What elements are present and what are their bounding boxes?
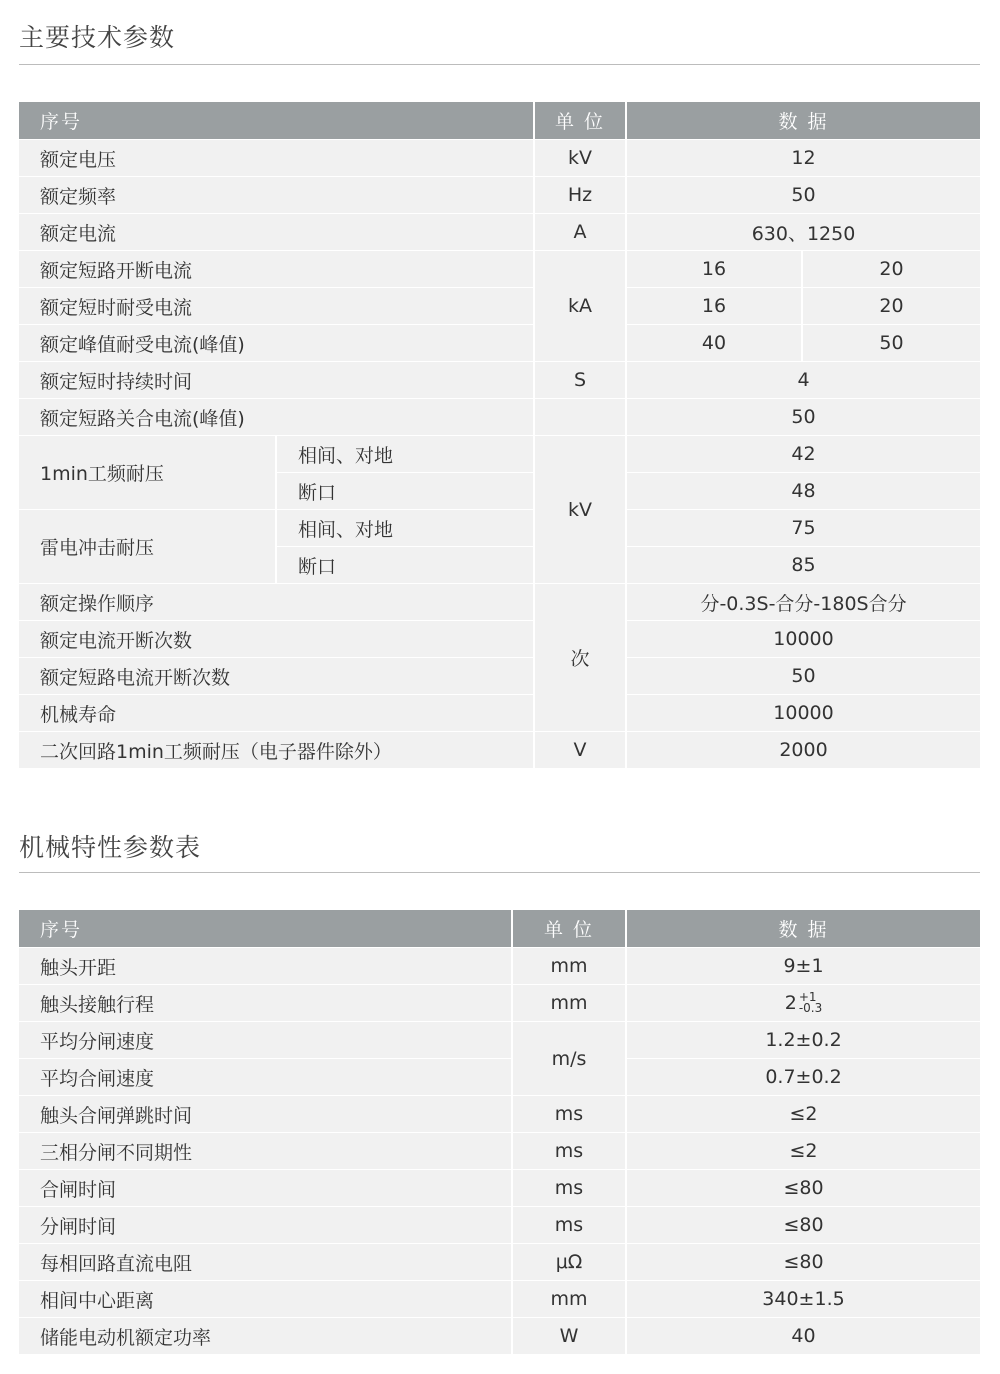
param-name: 额定峰值耐受电流(峰值) [19, 325, 534, 362]
param-name: 额定操作顺序 [19, 584, 534, 621]
param-value: 50 [626, 658, 980, 695]
param-value-with-tolerance [626, 985, 980, 1022]
table-row [19, 1318, 980, 1355]
header-item: 序号 [19, 102, 534, 140]
table-row [19, 1281, 980, 1318]
param-unit: S [534, 362, 626, 399]
param-value: ≤2 [626, 1133, 980, 1170]
param-value: 9±1 [626, 948, 980, 985]
param-value: 1.2±0.2 [626, 1022, 980, 1059]
param-value: 0.7±0.2 [626, 1059, 980, 1096]
header-data: 数 据 [626, 102, 980, 140]
param-unit-ms: m/s [512, 1022, 626, 1096]
table-row [19, 985, 980, 1022]
param-unit: mm [512, 985, 626, 1022]
table-row [19, 1096, 980, 1133]
param-value: ≤80 [626, 1170, 980, 1207]
param-value-2: 20 [802, 251, 980, 288]
param-unit: Hz [534, 177, 626, 214]
table-row [19, 1170, 980, 1207]
param-unit: ms [512, 1207, 626, 1244]
table-row [19, 658, 980, 695]
param-unit: ms [512, 1096, 626, 1133]
param-value-2: 20 [802, 288, 980, 325]
param-name: 额定短路关合电流(峰值) [19, 399, 534, 436]
param-unit: kV [534, 140, 626, 177]
param-sub-name: 断口 [276, 547, 534, 584]
param-value: 42 [626, 436, 980, 473]
param-value: 2000 [626, 732, 980, 769]
table-row [19, 621, 980, 658]
param-value: ≤80 [626, 1207, 980, 1244]
param-unit-ci: 次 [534, 584, 626, 732]
param-value: ≤2 [626, 1096, 980, 1133]
param-unit: A [534, 214, 626, 251]
section-title-main-params: 主要技术参数 [19, 23, 176, 52]
mechanical-params-table [19, 910, 980, 1354]
tolerance-upper: +1 [798, 990, 817, 1005]
param-name: 平均分闸速度 [19, 1022, 512, 1059]
param-name: 机械寿命 [19, 695, 534, 732]
param-name: 触头合闸弹跳时间 [19, 1096, 512, 1133]
param-value: 12 [626, 140, 980, 177]
param-name: 储能电动机额定功率 [19, 1318, 512, 1355]
param-value: 10000 [626, 621, 980, 658]
param-value: 48 [626, 473, 980, 510]
param-unit: mm [512, 1281, 626, 1318]
param-name: 触头开距 [19, 948, 512, 985]
param-value: 4 [626, 362, 980, 399]
param-unit: mm [512, 948, 626, 985]
table-row [19, 288, 980, 325]
param-unit [534, 399, 626, 436]
table-header-row [19, 910, 980, 948]
main-params-table [19, 102, 980, 768]
param-value: 85 [626, 547, 980, 584]
param-value: ≤80 [626, 1244, 980, 1281]
header-data: 数 据 [626, 910, 980, 948]
param-value: 2 [784, 991, 797, 1014]
param-value: 40 [626, 1318, 980, 1355]
param-unit: μΩ [512, 1244, 626, 1281]
table-row [19, 695, 980, 732]
param-value: 340±1.5 [626, 1281, 980, 1318]
table-row [19, 251, 980, 288]
param-name: 额定短路开断电流 [19, 251, 534, 288]
table-row [19, 214, 980, 251]
param-name: 额定电压 [19, 140, 534, 177]
param-value: 630、1250 [626, 214, 980, 251]
param-name: 额定频率 [19, 177, 534, 214]
tolerance [799, 992, 822, 1014]
param-unit: W [512, 1318, 626, 1355]
param-sub-name: 相间、对地 [276, 510, 534, 547]
param-name: 合闸时间 [19, 1170, 512, 1207]
param-unit: V [534, 732, 626, 769]
table-row [19, 1244, 980, 1281]
param-sub-name: 相间、对地 [276, 436, 534, 473]
param-value: 50 [626, 399, 980, 436]
param-name: 相间中心距离 [19, 1281, 512, 1318]
param-name: 分闸时间 [19, 1207, 512, 1244]
title-divider [19, 64, 980, 65]
table-row [19, 177, 980, 214]
param-value-2: 50 [802, 325, 980, 362]
param-name: 额定短时持续时间 [19, 362, 534, 399]
param-unit-ka: kA [534, 251, 626, 362]
param-unit: ms [512, 1170, 626, 1207]
param-value: 10000 [626, 695, 980, 732]
table-row [19, 399, 980, 436]
param-sub-name: 断口 [276, 473, 534, 510]
param-name: 二次回路1min工频耐压（电子器件除外） [19, 732, 534, 769]
param-value-1: 16 [626, 251, 802, 288]
param-name: 平均合闸速度 [19, 1059, 512, 1096]
param-value-1: 40 [626, 325, 802, 362]
param-unit: ms [512, 1133, 626, 1170]
header-unit: 单 位 [512, 910, 626, 948]
header-unit: 单 位 [534, 102, 626, 140]
title-divider [19, 872, 980, 873]
param-value: 50 [626, 177, 980, 214]
param-value: 75 [626, 510, 980, 547]
param-group-name: 雷电冲击耐压 [19, 510, 276, 584]
table-row [19, 732, 980, 769]
table-row [19, 1207, 980, 1244]
param-name: 额定电流 [19, 214, 534, 251]
param-value: 分-0.3S-合分-180S合分 [626, 584, 980, 621]
header-item: 序号 [19, 910, 512, 948]
table-header-row [19, 102, 980, 140]
param-name: 额定电流开断次数 [19, 621, 534, 658]
param-name: 额定短路电流开断次数 [19, 658, 534, 695]
table-row [19, 140, 980, 177]
table-row [19, 510, 980, 547]
table-row [19, 1059, 980, 1096]
param-group-name: 1min工频耐压 [19, 436, 276, 510]
param-name: 每相回路直流电阻 [19, 1244, 512, 1281]
table-row [19, 362, 980, 399]
table-row [19, 948, 980, 985]
param-name: 三相分闸不同期性 [19, 1133, 512, 1170]
table-row [19, 436, 980, 473]
param-name: 触头接触行程 [19, 985, 512, 1022]
param-unit-kv: kV [534, 436, 626, 584]
tolerance-lower: -0.3 [798, 1001, 823, 1016]
param-name: 额定短时耐受电流 [19, 288, 534, 325]
section-title-mechanical: 机械特性参数表 [19, 833, 202, 862]
table-row [19, 584, 980, 621]
table-row [19, 325, 980, 362]
table-row [19, 1022, 980, 1059]
table-row [19, 1133, 980, 1170]
param-value-1: 16 [626, 288, 802, 325]
